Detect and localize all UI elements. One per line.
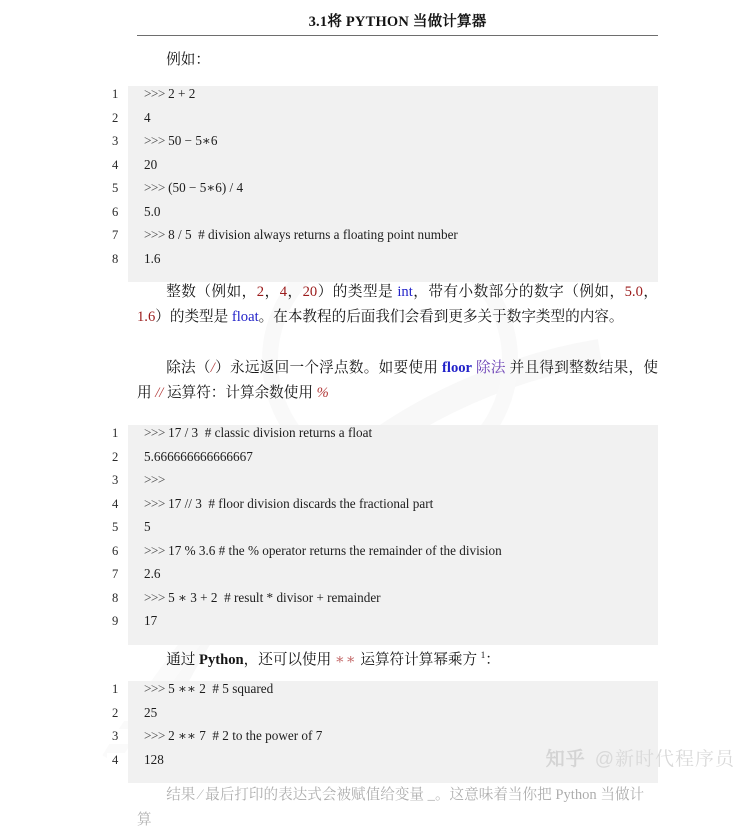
token-keyword-floor: floor bbox=[442, 360, 473, 376]
division-text-1: 除法（ bbox=[166, 360, 211, 376]
repl-prompt: >>> bbox=[144, 227, 165, 242]
code-line bbox=[107, 227, 658, 251]
repl-prompt: >>> bbox=[144, 681, 165, 696]
code-line bbox=[107, 566, 658, 590]
code-line-text: >>> 5 ∗∗ 2 # 5 squared bbox=[144, 681, 274, 696]
code-line bbox=[107, 110, 658, 134]
repl-prompt: >>> bbox=[144, 728, 165, 743]
token-operator-floordiv: // bbox=[155, 385, 164, 401]
code-line-number: 6 bbox=[107, 544, 128, 559]
code-line-number: 4 bbox=[107, 497, 128, 512]
token-keyword-chufa: 除法 bbox=[475, 360, 506, 376]
code-line-text: >>> 17 / 3 # classic division returns a float bbox=[144, 425, 373, 440]
code-line-number: 5 bbox=[107, 520, 128, 535]
code-line-text: >>> 50 − 5∗6 bbox=[144, 133, 218, 148]
paragraph-intro bbox=[137, 48, 658, 73]
code-line bbox=[107, 86, 658, 110]
zhihu-watermark bbox=[546, 744, 735, 771]
code-line bbox=[107, 705, 658, 729]
repl-prompt: >>> bbox=[144, 589, 165, 605]
code-line bbox=[107, 681, 658, 705]
zhihu-logo-text: 知乎 bbox=[545, 749, 586, 770]
paragraph-number-types bbox=[137, 280, 658, 330]
code-line-text: 128 bbox=[144, 751, 164, 767]
division-text-2: ）永远返回一个浮点数。如要使用 bbox=[214, 360, 443, 376]
token-number-5-0: 5.0 bbox=[624, 284, 643, 300]
code-line-number: 1 bbox=[107, 87, 128, 102]
code-line-number: 7 bbox=[107, 567, 128, 582]
code-line-number: 2 bbox=[107, 111, 128, 126]
division-text-4: 运算符：计算余数使用 bbox=[163, 385, 317, 401]
code-line-text: >>> 5 ∗ 3 + 2 # result * divisor + remainder bbox=[144, 589, 381, 605]
code-line-number: 4 bbox=[107, 158, 128, 173]
code-line-number: 2 bbox=[107, 706, 128, 721]
code-line-number: 3 bbox=[107, 729, 128, 744]
code-line bbox=[107, 180, 658, 204]
power-text-3: 运算符计算幂乘方 bbox=[356, 651, 481, 668]
code-line-number: 3 bbox=[107, 473, 128, 488]
footnote-marker: 1 bbox=[480, 650, 486, 660]
code-line-text: >>> 2 + 2 bbox=[144, 86, 196, 101]
code-line-number: 8 bbox=[107, 252, 128, 267]
types-text-3: ，带有小数部分的数字（例如， bbox=[412, 284, 625, 300]
token-operator-slash: / bbox=[210, 360, 215, 376]
code-line bbox=[107, 157, 658, 181]
division-text-3: 并且得到整数结果，使用 bbox=[137, 360, 658, 401]
paragraph-power bbox=[137, 643, 658, 673]
code-line-text: >>> 2 ∗∗ 7 # 2 to the power of 7 bbox=[144, 728, 323, 743]
code-line bbox=[107, 472, 658, 496]
repl-prompt: >>> bbox=[144, 133, 165, 148]
code-line-text: 2.6 bbox=[144, 566, 161, 581]
header-divider bbox=[137, 35, 658, 36]
code-line-text: >>> (50 − 5∗6) / 4 bbox=[144, 180, 244, 195]
types-text-2: ）的类型是 bbox=[317, 284, 398, 300]
code-line bbox=[107, 496, 658, 520]
types-text-4: ）的类型是 bbox=[155, 309, 232, 325]
page-title: 3.1将 PYTHON 当做计算器 bbox=[308, 14, 487, 30]
code-line bbox=[107, 449, 658, 473]
token-operator-modulo: % bbox=[316, 385, 329, 401]
zhihu-username: @新时代程序员 bbox=[594, 749, 735, 770]
code-line-text: >>> 17 // 3 # floor division discards the fractional part bbox=[144, 495, 434, 511]
token-number-1-6: 1.6 bbox=[137, 309, 156, 325]
token-type-float: float bbox=[231, 309, 259, 325]
code-line-text: 25 bbox=[144, 704, 158, 720]
types-sep-2: ， bbox=[286, 284, 303, 300]
code-line-text: 1.6 bbox=[144, 250, 161, 266]
repl-prompt: >>> bbox=[144, 425, 165, 440]
repl-prompt: >>> bbox=[144, 472, 165, 487]
running-header bbox=[137, 10, 658, 36]
code-line-text: >>> 8 / 5 # division always returns a floating point number bbox=[144, 227, 458, 242]
power-text-4: ： bbox=[485, 651, 500, 668]
code-line-number: 9 bbox=[107, 614, 128, 629]
token-python: Python bbox=[199, 651, 244, 668]
code-line bbox=[107, 543, 658, 567]
types-text-1: 整数（例如， bbox=[166, 284, 257, 300]
code-line-text bbox=[128, 472, 165, 488]
intro-text: 例如： bbox=[166, 52, 210, 68]
clipped-bottom-text: 结果 ⁄ 最后打印的表达式会被赋值给变量 _。这意味着当你把 Python 当做计算 bbox=[137, 787, 645, 828]
code-line-number: 6 bbox=[107, 205, 128, 220]
code-line bbox=[107, 590, 658, 614]
code-block-1 bbox=[107, 86, 658, 274]
code-line bbox=[107, 133, 658, 157]
code-line-number: 2 bbox=[107, 450, 128, 465]
code-line-number: 5 bbox=[107, 181, 128, 196]
power-text-1: 通过 bbox=[166, 651, 200, 668]
code-line-number: 1 bbox=[107, 426, 128, 441]
repl-prompt: >>> bbox=[144, 495, 165, 511]
code-line-number: 7 bbox=[107, 228, 128, 243]
code-line-number: 3 bbox=[107, 134, 128, 149]
code-line-text: >>> 17 % 3.6 # the % operator returns the remainder of the division bbox=[144, 542, 502, 558]
code-line-text: 5 bbox=[144, 519, 151, 534]
types-text-5: 。在本教程的后面我们会看到更多关于数字类型的内容。 bbox=[258, 309, 624, 325]
token-type-int: int bbox=[397, 284, 413, 300]
code-line-text: 20 bbox=[144, 156, 158, 172]
repl-prompt: >>> bbox=[144, 542, 165, 558]
token-number-2: 2 bbox=[256, 284, 265, 300]
code-line bbox=[107, 613, 658, 637]
code-line-number: 8 bbox=[107, 591, 128, 606]
code-line-number: 4 bbox=[107, 753, 128, 768]
types-sep-1: ， bbox=[264, 284, 280, 300]
code-line bbox=[107, 519, 658, 543]
code-line-text: 4 bbox=[144, 109, 151, 125]
code-line bbox=[107, 251, 658, 275]
repl-prompt: >>> bbox=[144, 86, 165, 101]
code-line-text: 5.666666666666667 bbox=[144, 448, 253, 464]
code-line bbox=[107, 204, 658, 228]
token-number-4: 4 bbox=[279, 284, 287, 300]
code-line-text: 5.0 bbox=[144, 203, 161, 219]
code-line bbox=[107, 425, 658, 449]
power-text-2: ，还可以使用 bbox=[243, 651, 335, 668]
paragraph-division bbox=[137, 356, 658, 406]
code-block-2 bbox=[107, 425, 658, 637]
types-sep-3: ， bbox=[642, 284, 658, 300]
code-line-text: 17 bbox=[144, 613, 158, 628]
code-line-number: 1 bbox=[107, 682, 128, 697]
token-number-20: 20 bbox=[302, 284, 318, 300]
repl-prompt: >>> bbox=[144, 180, 165, 195]
token-operator-power: ∗∗ bbox=[334, 651, 357, 668]
